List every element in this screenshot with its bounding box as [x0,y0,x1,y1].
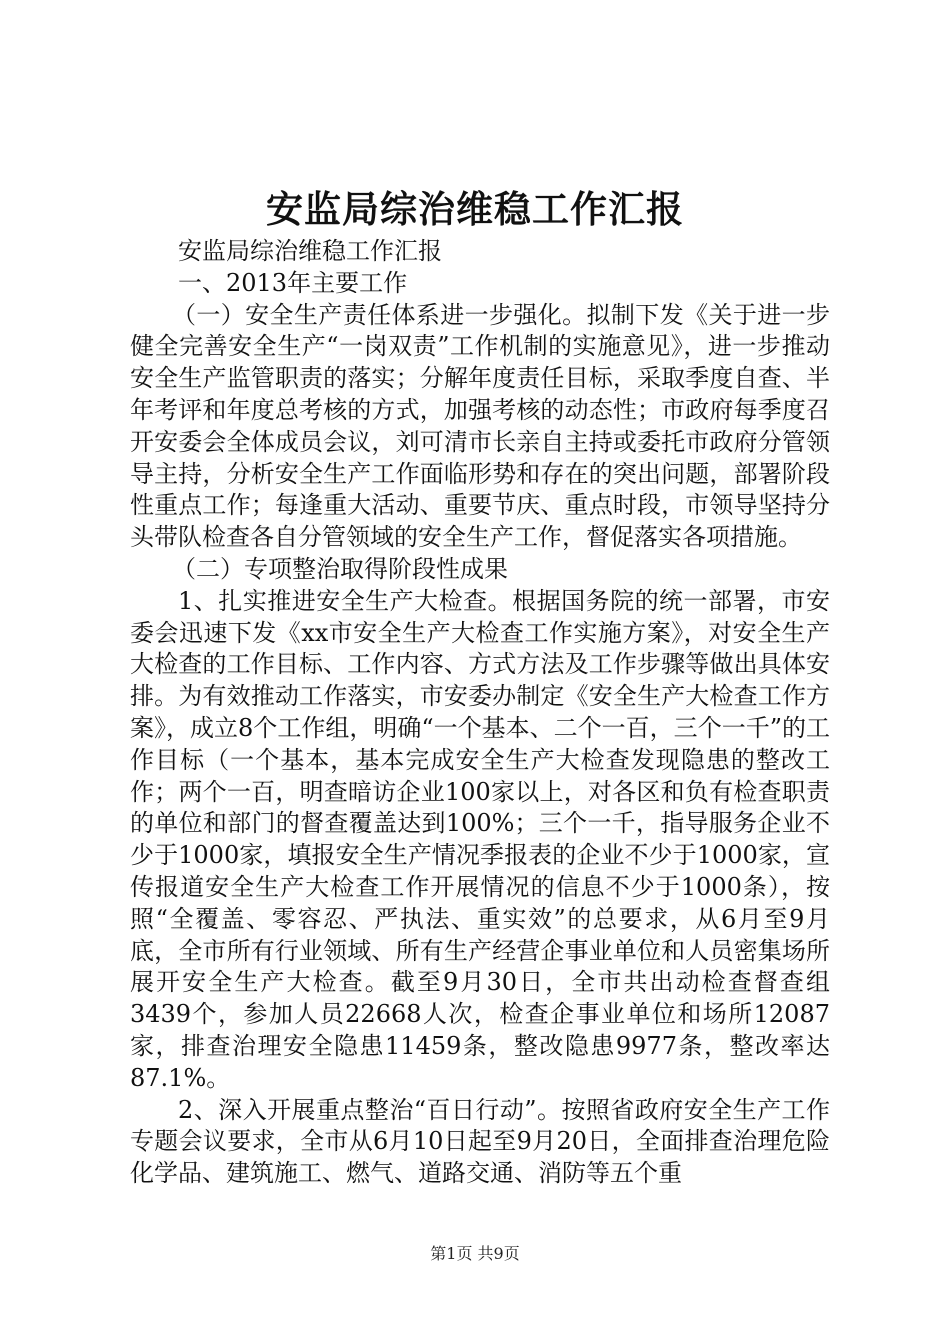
document-title: 安监局综治维稳工作汇报 [266,187,684,231]
paragraph-subsection-heading: （二）专项整治取得阶段性成果 [172,554,508,583]
paragraph-responsibility: （一）安全生产责任体系进一步强化。拟制下发《关于进一步健全完善安全生产“一岗双责”工作机制的实施意见》，进一步推动安全生产监管职责的落实；分解年度责任目标，采取季度自查、半年考评和年度总考核的方式，加强考核的动态性；市政府每季度召开安委会全体成员会议，刘可清市长亲自主持或委托市政府分管领导主持，分析安全生产工作面临形势和存在的突出问题，部署阶段性重点工作；每逢重大活动、重要节庆、重点时段，市领导坚持分头带队检查各自分管领域的安全生产工作，督促落实各项措施。 [130,300,830,552]
page-footer: 第1页 共9页 [430,1244,520,1263]
paragraph-section-heading: 一、2013年主要工作 [178,268,408,297]
document-body [130,236,830,1190]
paragraph-subtitle: 安监局综治维稳工作汇报 [178,237,442,265]
paragraph-hundred-days: 2、深入开展重点整治“百日行动”。按照省政府安全生产工作专题会议要求，全市从6月10日起至9月20日，全面排查治理危险化学品、建筑施工、燃气、道路交通、消防等五个重 [130,1095,830,1188]
paragraph-inspection: 1、扎实推进安全生产大检查。根据国务院的统一部署，市安委会迅速下发《xx市安全生产大检查工作实施方案》，对安全生产大检查的工作目标、工作内容、方式方法及工作步骤等做出具体安排。为有效推动工作落实，市安委办制定《安全生产大检查工作方案》，成立8个工作组，明确“一个基本、二个一百，三个一千”的工作目标（一个基本，基本完成安全生产大检查发现隐患的整改工作；两个一百，明查暗访企业100家以上，对各区和负有检查职责的单位和部门的督查覆盖达到100%；三个一千，指导服务企业不少于1000家，填报安全生产情况季报表的企业不少于1000家，宣传报道安全生产大检查工作开展情况的信息不少于1000条），按照“全覆盖、零容忍、严执法、重实效”的总要求，从6月至9月底，全市所有行业领域、所有生产经营企事业单位和人员密集场所展开安全生产大检查。截至9月30日，全市共出动检查督查组3439个，参加人员22668人次，检查企事业单位和场所12087家，排查治理安全隐患11459条，整改隐患9977条，整改率达87.1%。 [130,586,830,1092]
